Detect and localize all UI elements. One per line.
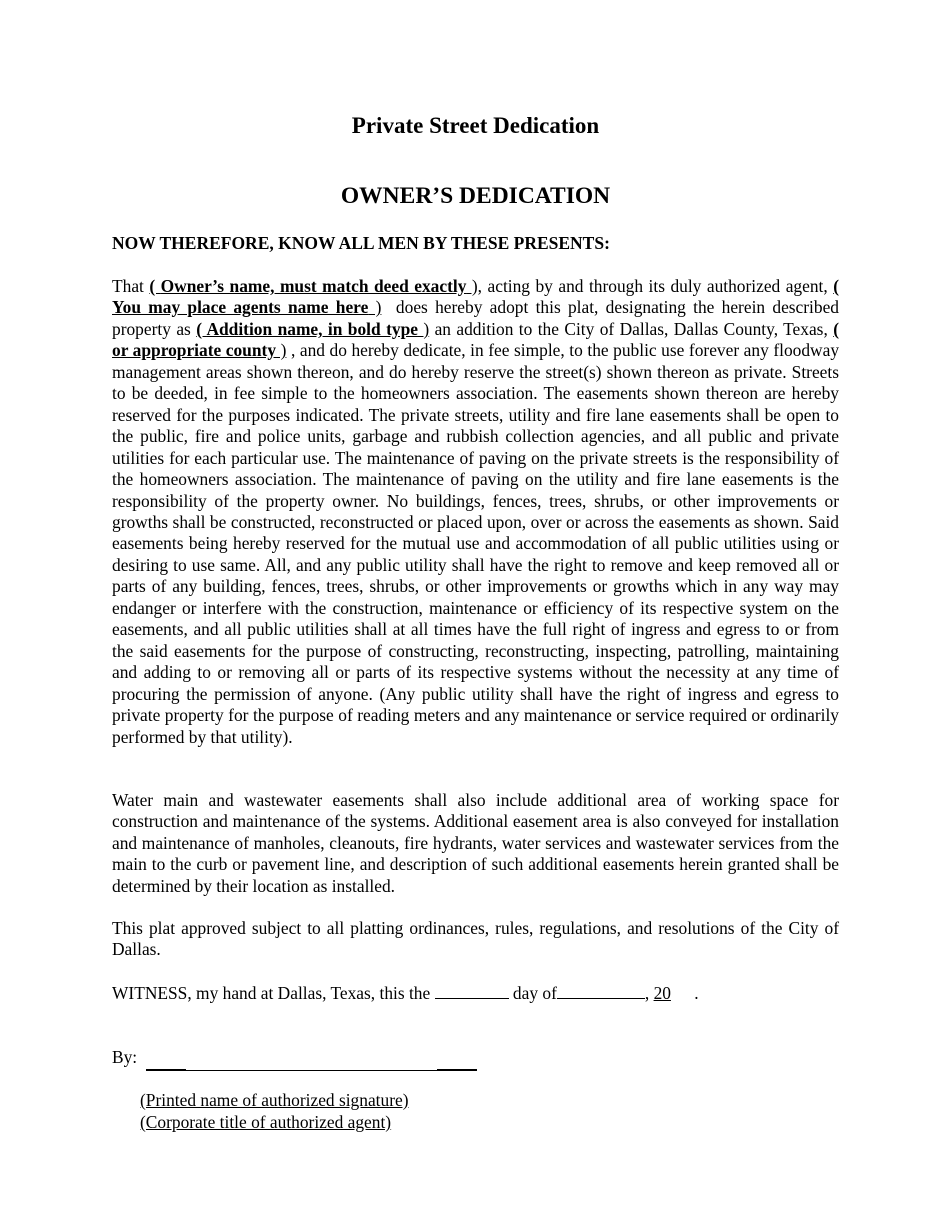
p1-text-1: That bbox=[112, 276, 150, 296]
p1-text-3: does hereby adopt this plat, designating the herein described property as bbox=[112, 297, 844, 339]
dedication-heading bbox=[112, 233, 610, 254]
agent-close: ) bbox=[368, 297, 382, 318]
agent-text: You may place agents name here bbox=[112, 297, 369, 318]
easement-paragraph: Water main and wastewater easements shall also include additional area of working space for construction and maintenance of the systems. Additional easement area is also conveyed for installation and maintenance of manholes, cleanouts, fire hydrants, water services and wastewater services from the main to the curb or pavement line, and description of such additional easements herein granted shall be determined by their location as installed. bbox=[112, 790, 839, 896]
witness-text-4: . bbox=[689, 983, 699, 1003]
dedication-paragraph bbox=[112, 276, 844, 748]
p1-text-2: acting by and through its duly authorized agent, bbox=[482, 276, 834, 296]
year-prefix: 20 bbox=[653, 983, 671, 1003]
heading-know-all-men: KNOW ALL MEN BY THESE PRESENTS: bbox=[278, 233, 610, 253]
corporate-title-label: (Corporate title of authorized agent) bbox=[140, 1112, 392, 1132]
signature-line-left-segment bbox=[146, 1069, 186, 1071]
witness-text-3: , bbox=[644, 983, 654, 1003]
section-title: OWNER’S DEDICATION bbox=[340, 183, 611, 209]
printed-name-label: (Printed name of authorized signature) bbox=[140, 1090, 409, 1110]
county-close: ) bbox=[276, 340, 287, 361]
witness-text-2: day of bbox=[508, 983, 557, 1003]
owner-text: Owner’s name, must match deed exactly bbox=[160, 276, 467, 296]
county-text: or appropriate county bbox=[112, 340, 277, 361]
signature-line-right-segment bbox=[437, 1069, 477, 1071]
by-label: By: bbox=[112, 1047, 138, 1067]
heading-comma: , bbox=[269, 233, 279, 253]
owner-close: ), bbox=[466, 276, 483, 296]
addition-text: Addition name, in bold type bbox=[206, 318, 418, 339]
county-open: ( bbox=[833, 318, 839, 339]
agent-open: ( bbox=[833, 276, 840, 296]
day-blank[interactable] bbox=[435, 984, 509, 999]
page-title: Private Street Dedication bbox=[351, 113, 600, 138]
signature-line[interactable] bbox=[146, 1070, 477, 1071]
addition-name-placeholder bbox=[196, 319, 418, 339]
addition-close: ) bbox=[417, 318, 430, 339]
witness-line bbox=[112, 983, 699, 1004]
month-blank[interactable] bbox=[557, 984, 645, 999]
approval-paragraph: This plat approved subject to all platting ordinances, rules, regulations, and resolutions of the City of Dallas. bbox=[112, 918, 839, 960]
witness-text-1: WITNESS, my hand at Dallas, Texas, this the bbox=[112, 983, 435, 1003]
addition-open: ( bbox=[196, 318, 207, 339]
year-field[interactable] bbox=[654, 983, 690, 1003]
p1-text-5: , and do hereby dedicate, in fee simple, to the public use forever any floodway management areas shown thereon, and do hereby reserve the street(s) shown thereon as private. Streets to be deeded, in fee simple to the homeowners association. The easements shown thereon are hereby reserved for the purposes indicated. The private streets, utility and fire lane easements shall be open to the public, fire and police units, garbage and rubbish collection agencies, and all public and private utilities for each particular use. The maintenance of paving on the private streets is the responsibility of the homeowners association. The maintenance of paving on the utility and fire lane easements is the responsibility of the property owner. No buildings, fences, trees, shrubs, or other improvements or growths shall be constructed, reconstructed or placed upon, over or across the easements as shown. Said easements being hereby reserved for the mutual use and accommodation of all public utilities using or desiring to use same. All, and any public utility shall have the right to remove and keep removed all or parts of any building, fences, trees, shrubs, or other improvements or growths which in any way may endanger or interfere with the construction, maintenance or efficiency of its respective system on the easements, and all public utilities shall at all times have the full right of ingress and egress to or from the said easements for the purpose of constructing, reconstructing, inspecting, patrolling, maintaining and adding to or removing all or parts of its respective systems without the necessity at any time of procuring the permission of anyone. (Any public utility shall have the right of ingress and egress to private property for the purpose of reading meters and any maintenance or service required or ordinarily performed by that utility). bbox=[112, 340, 840, 747]
heading-now-therefore: NOW THEREFORE bbox=[112, 233, 270, 253]
p1-text-4: an addition to the City of Dallas, Dallas County, Texas, bbox=[429, 318, 834, 339]
owner-open: ( bbox=[149, 276, 161, 296]
owner-name-placeholder bbox=[149, 276, 466, 296]
